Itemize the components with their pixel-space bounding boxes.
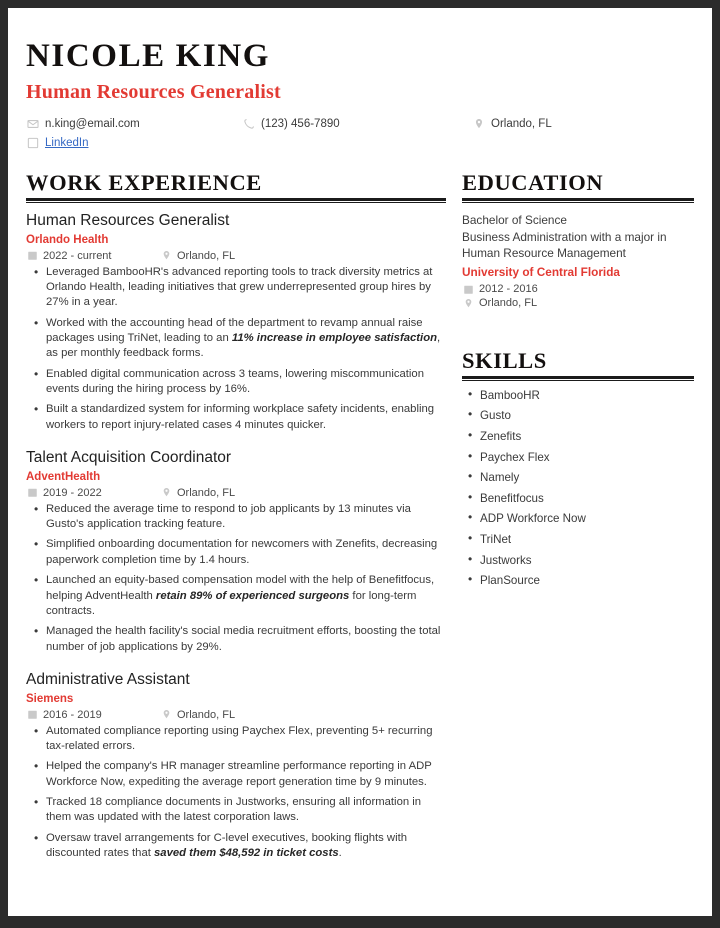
skills-list bbox=[462, 390, 694, 587]
section-education bbox=[462, 171, 694, 309]
bullet-text: Launched an equity-based compensation model with the help of Benefitfocus, helping AdventHealth bbox=[46, 574, 435, 602]
bullet-text-after: , as per monthly feedback forms. bbox=[46, 331, 441, 360]
job-location-text: Orlando, FL bbox=[177, 249, 236, 262]
education-field: Business Administration with a major in Human Resource Management bbox=[462, 229, 667, 261]
bullet-text: Reduced the average time to respond to job applicants by 13 minutes via Gusto's application tracking feature. bbox=[46, 502, 411, 531]
job-dates bbox=[26, 250, 160, 262]
location-pin-icon bbox=[160, 709, 172, 721]
education-degree: Bachelor of Science bbox=[462, 212, 567, 227]
skill-item: • Gusto bbox=[462, 410, 694, 422]
job-dates-text: 2022 - current bbox=[43, 249, 112, 262]
candidate-job-title: Human Resources Generalist bbox=[26, 81, 281, 104]
bullet-text: Enabled digital communication across 3 teams, lowering miscommunication events during the hiring process by 16%. bbox=[46, 367, 424, 396]
section-divider bbox=[26, 198, 446, 203]
experience-entry bbox=[26, 449, 446, 655]
column-gap bbox=[446, 171, 462, 866]
link-icon bbox=[26, 136, 39, 149]
job-company: AdventHealth bbox=[26, 470, 101, 483]
calendar-icon bbox=[26, 487, 38, 499]
section-skills bbox=[462, 349, 694, 587]
contact-email[interactable] bbox=[26, 117, 242, 130]
resume-body bbox=[26, 171, 694, 866]
bullet-emphasis: saved them $48,592 in ticket costs bbox=[154, 847, 339, 860]
job-meta bbox=[26, 709, 446, 721]
phone-icon bbox=[242, 117, 255, 130]
job-role: Human Resources Generalist bbox=[26, 211, 230, 229]
location-pin-icon bbox=[160, 487, 172, 499]
bullet-text: Leveraged BambooHR's advanced reporting tools to track diversity metrics at Orlando Health, leading initiatives that grew underrepresented group hires by 27% in a year. bbox=[46, 265, 433, 309]
bullet-text: Simplified onboarding documentation for newcomers with Zenefits, decreasing paperwork completion time by 1.4 hours. bbox=[46, 538, 438, 566]
contact-phone-text: (123) 456-7890 bbox=[261, 117, 340, 130]
calendar-icon bbox=[26, 250, 38, 262]
bullet-text: Worked with the accounting head of the department to revamp annual raise packages using TriNet, leading to an bbox=[46, 316, 423, 344]
bullet-emphasis: 11% increase in employee satisfaction bbox=[231, 331, 437, 344]
contact-location-text: Orlando, FL bbox=[491, 117, 552, 130]
contact-email-text: n.king@email.com bbox=[45, 117, 140, 130]
bullet-text: Oversaw travel arrangements for C-level executives, booking flights with discounted rates that bbox=[46, 831, 408, 860]
section-divider bbox=[462, 376, 694, 381]
resume-page bbox=[8, 8, 712, 916]
job-dates-text: 2019 - 2022 bbox=[43, 486, 102, 499]
bullet-text: Helped the company's HR manager streamline performance reporting in ADP Workforce Now, expediting the average report generation time by 9 minutes. bbox=[46, 760, 432, 788]
bullet-text: Managed the health facility's social media recruitment efforts, boosting the total number of job applications by 29%. bbox=[46, 625, 441, 653]
bullet-item bbox=[26, 367, 446, 398]
skill-item: • PlanSource bbox=[462, 575, 694, 587]
job-location bbox=[160, 250, 235, 262]
job-location-text: Orlando, FL bbox=[177, 486, 236, 499]
education-dates-text: 2012 - 2016 bbox=[479, 283, 538, 296]
bullet-item bbox=[26, 831, 446, 862]
location-pin-icon bbox=[472, 117, 485, 130]
bullet-item bbox=[26, 759, 446, 790]
location-pin-icon bbox=[462, 297, 474, 309]
contact-row-secondary bbox=[26, 136, 694, 149]
bullet-emphasis: retain 89% of experienced surgeons bbox=[155, 589, 350, 602]
education-dates-row bbox=[462, 283, 694, 295]
bullet-item bbox=[26, 724, 446, 755]
job-company: Orlando Health bbox=[26, 233, 109, 246]
skill-item: • TriNet bbox=[462, 534, 694, 546]
job-bullets bbox=[26, 502, 446, 655]
right-column bbox=[462, 171, 694, 866]
education-location bbox=[462, 297, 537, 309]
section-work-experience bbox=[26, 171, 446, 861]
education-location-row bbox=[462, 297, 694, 309]
section-divider bbox=[462, 198, 694, 203]
job-dates bbox=[26, 487, 160, 499]
resume-header bbox=[26, 38, 694, 149]
contact-linkedin-link[interactable]: LinkedIn bbox=[45, 136, 89, 149]
education-school: University of Central Florida bbox=[462, 265, 620, 280]
bullet-item bbox=[26, 624, 446, 655]
skill-item: • Benefitfocus bbox=[462, 493, 694, 505]
bullet-text: Tracked 18 compliance documents in Justworks, ensuring all information in them was updated with the latest corporation laws. bbox=[46, 795, 422, 824]
job-role: Talent Acquisition Coordinator bbox=[26, 449, 232, 467]
bullet-text-after: for long-term contracts. bbox=[46, 589, 417, 617]
skill-item: • Justworks bbox=[462, 555, 694, 567]
calendar-icon bbox=[462, 283, 474, 295]
bullet-item bbox=[26, 316, 446, 362]
job-role: Administrative Assistant bbox=[26, 670, 190, 688]
job-dates bbox=[26, 709, 160, 721]
experience-entry bbox=[26, 212, 446, 433]
contact-location bbox=[472, 117, 552, 130]
education-dates bbox=[462, 283, 538, 295]
education-location-text: Orlando, FL bbox=[479, 297, 538, 310]
left-column bbox=[26, 171, 446, 866]
skill-item: • Zenefits bbox=[462, 431, 694, 443]
contact-row-primary bbox=[26, 117, 694, 130]
job-location bbox=[160, 487, 235, 499]
contact-phone[interactable] bbox=[242, 117, 472, 130]
job-dates-text: 2016 - 2019 bbox=[43, 708, 102, 721]
bullet-text: Built a standardized system for informing workplace safety incidents, enabling workers to report injury-related cases 4 minutes quicker. bbox=[46, 403, 435, 431]
job-company: Siemens bbox=[26, 692, 74, 705]
location-pin-icon bbox=[160, 250, 172, 262]
bullet-item bbox=[26, 573, 446, 619]
skill-item: • ADP Workforce Now bbox=[462, 513, 694, 525]
job-meta bbox=[26, 487, 446, 499]
job-location-text: Orlando, FL bbox=[177, 708, 236, 721]
job-bullets bbox=[26, 724, 446, 862]
education-heading: EDUCATION bbox=[462, 170, 604, 196]
bullet-item bbox=[26, 795, 446, 826]
bullet-item bbox=[26, 537, 446, 568]
skill-item: • BambooHR bbox=[462, 390, 694, 402]
job-meta bbox=[26, 250, 446, 262]
job-location bbox=[160, 709, 235, 721]
bullet-text-after: . bbox=[338, 847, 342, 860]
bullet-item bbox=[26, 265, 446, 311]
work-experience-heading: WORK EXPERIENCE bbox=[26, 170, 262, 196]
skill-item: • Paychex Flex bbox=[462, 452, 694, 464]
envelope-icon bbox=[26, 117, 39, 130]
candidate-name: NICOLE KING bbox=[26, 38, 271, 74]
skills-heading: SKILLS bbox=[462, 348, 547, 374]
bullet-item bbox=[26, 502, 446, 533]
bullet-text: Automated compliance reporting using Paychex Flex, preventing 5+ recurring tax-related errors. bbox=[46, 724, 433, 752]
bullet-item bbox=[26, 402, 446, 433]
job-bullets bbox=[26, 265, 446, 434]
experience-entry bbox=[26, 671, 446, 861]
contact-linkedin[interactable] bbox=[26, 136, 88, 149]
contact-info bbox=[26, 117, 694, 149]
calendar-icon bbox=[26, 709, 38, 721]
skill-item: • Namely bbox=[462, 472, 694, 484]
